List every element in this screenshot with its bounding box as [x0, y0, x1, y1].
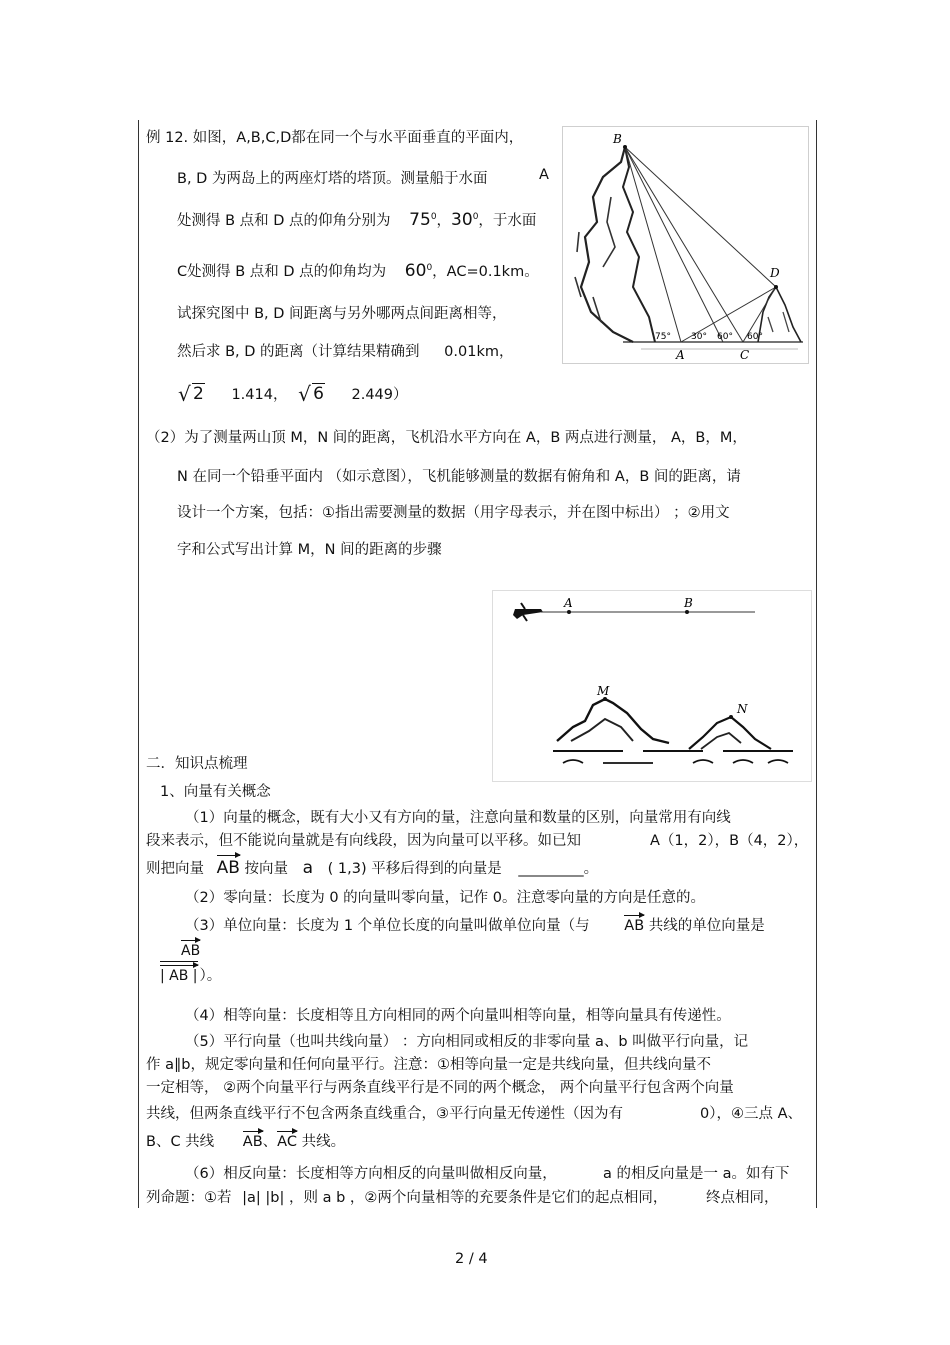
part2-line-2: N 在同一个铅垂平面内 （如示意图），飞机能够测量的数据有俯角和 A，B 间的距离，请 — [177, 469, 741, 485]
part2-line-1: （2）为了测量两山顶 M，N 间的距离，飞机沿水平方向在 A，B 两点进行测量， A，B，M， — [146, 430, 747, 446]
vector-ac: AC — [277, 1128, 297, 1150]
example-line-7 — [180, 383, 408, 404]
p2-text: （2）零向量：长度为 0 的向量叫零向量，记作 0。注意零向量的方向是任意的。 — [185, 890, 706, 906]
proposition-intro: 列命题：①若 — [146, 1190, 232, 1206]
p6-line-1-end: a 的相反向量是一 a。如有下 — [603, 1166, 790, 1182]
example-point-a: A — [539, 167, 549, 183]
collinear-unit-text: 共线的单位向量是 — [648, 918, 765, 934]
unit-fraction — [160, 937, 221, 985]
p5-line-4-end: 0），④三点 A、 — [700, 1106, 803, 1122]
example-line-5: 试探究图中 B, D 间距离与另外哪两点间距离相等， — [177, 306, 507, 322]
label-n: N — [737, 702, 748, 716]
collinear-points: B、C 共线 — [146, 1134, 215, 1150]
vector-ab-2: AB — [624, 912, 644, 934]
mountain-diagram — [493, 591, 811, 781]
label-c: C — [740, 348, 750, 362]
fraction-den: | AB | — [160, 962, 198, 984]
angle-75: 75 — [409, 210, 431, 230]
unit-vector-text: （3）单位向量：长度为 1 个单位长度的向量叫做单位向量（与 — [185, 918, 590, 934]
vector-separator: 、 — [262, 1134, 278, 1150]
p5-line-3: 一定相等， ②两个向量平行与两条直线平行是不同的两个概念， 两个向量平行包含两个向量 — [146, 1080, 734, 1096]
section-title: 二．知识点梳理 — [146, 756, 248, 772]
example-line-2 — [177, 167, 487, 188]
label-d: D — [770, 266, 780, 280]
blank-answer: _________。 — [518, 861, 599, 877]
translate-text: 平移后得到的向量是 — [371, 861, 502, 877]
proposition-2: ，②两个向量相等的充要条件是它们的起点相同， — [349, 1190, 668, 1206]
page-number: 2 / 4 — [455, 1251, 488, 1267]
sqrt-2: √ 2 — [180, 384, 205, 404]
surface-text: ，于水面 — [478, 213, 537, 229]
proposition-2-end: 终点相同， — [706, 1190, 779, 1206]
p1-line-2: 段来表示，但不能说向量就是有向线段，因为向量可以平移。如已知 — [146, 833, 581, 849]
label-b: B — [613, 132, 622, 146]
by-vector: 按向量 — [244, 861, 289, 877]
angle-label-60a: 60° — [717, 332, 733, 342]
left-border — [138, 120, 139, 1208]
p1-line-1: （1）向量的概念，既有大小又有方向的量，注意向量和数量的区别，向量常用有向线 — [185, 810, 731, 826]
angle-text-c: C处测得 B 点和 D 点的仰角均为 — [177, 264, 387, 280]
vector-a-value: ( 1,3) — [327, 861, 367, 877]
degree-mark-2: 0 — [472, 212, 479, 223]
label-a2: A — [564, 596, 573, 610]
lighthouse-diagram — [563, 127, 808, 363]
p1-line-2-coords: A（1，2），B（4，2）， — [650, 833, 809, 849]
vector-a: a — [302, 858, 314, 878]
then-equation: ，则 a b — [288, 1190, 346, 1206]
vector-ab: AB — [217, 852, 240, 878]
comma-1: ， — [436, 213, 452, 229]
p1-line-3 — [146, 852, 598, 878]
example-line-2-text: B, D 为两岛上的两座灯塔的塔顶。测量船于水面 — [177, 171, 488, 187]
label-m: M — [597, 684, 610, 698]
part2-line-3: 设计一个方案，包括：①指出需要测量的数据（用字母表示，并在图中标出） ；②用文 — [177, 505, 730, 521]
p6-line-1: （6）相反向量：长度相等方向相反的向量叫做相反向量， — [185, 1166, 557, 1182]
angle-label-60b: 60° — [747, 332, 763, 342]
degree-mark-3: 0 — [426, 263, 433, 274]
precision-value: 0.01km， — [444, 344, 514, 360]
section-subtitle: 1、向量有关概念 — [160, 784, 271, 800]
sqrt-6: √ 6 — [300, 384, 325, 404]
label-a: A — [676, 348, 685, 362]
right-border — [816, 120, 817, 1208]
figure-lighthouses — [562, 126, 809, 364]
then-vector: 则把向量 — [146, 861, 204, 877]
angle-text-a: 处测得 B 点和 D 点的仰角分别为 — [177, 213, 391, 229]
precision-text: 然后求 B, D 的距离（计算结果精确到 — [177, 344, 420, 360]
angle-label-75: 75° — [655, 332, 671, 342]
p5-line-5 — [146, 1128, 345, 1151]
label-b2: B — [684, 596, 693, 610]
example-line-3 — [177, 209, 536, 230]
sqrt-2-value: 1.414， — [231, 387, 288, 403]
ac-distance: ，AC=0.1km。 — [432, 264, 539, 280]
p3-end: ）。 — [199, 968, 222, 984]
p5-line-4: 共线，但两条直线平行不包含两条直线重合，③平行向量无传递性（因为有 — [146, 1106, 623, 1122]
p3-line — [185, 912, 765, 935]
collinear-end: 共线。 — [301, 1134, 346, 1150]
part2-line-4: 字和公式写出计算 M，N 间的距离的步骤 — [177, 542, 442, 558]
p5-line-1: （5）平行向量（也叫共线向量） ：方向相同或相反的非零向量 a、b 叫做平行向量，记 — [185, 1034, 749, 1050]
angle-30: 30 — [451, 210, 473, 230]
example-line-6 — [177, 340, 513, 361]
abs-equation: |a| |b| — [242, 1190, 285, 1206]
p4-text: （4）相等向量：长度相等且方向相同的两个向量叫相等向量，相等向量具有传递性。 — [185, 1008, 731, 1024]
sqrt-6-value: 2.449） — [351, 387, 408, 403]
vector-ab-3: AB — [243, 1128, 263, 1150]
degree-mark-1: 0 — [430, 212, 437, 223]
angle-60: 60 — [404, 261, 427, 281]
figure-mountains — [492, 590, 812, 782]
example-line-4 — [177, 260, 539, 281]
angle-label-30: 30° — [691, 332, 707, 342]
p6-line-2 — [146, 1186, 779, 1207]
example-line-1: 例 12. 如图，A,B,C,D都在同一个与水平面垂直的平面内， — [146, 130, 524, 146]
fraction-num: AB — [181, 937, 200, 959]
p5-line-2: 作 a∥b，规定零向量和任何向量平行。注意：①相等向量一定是共线向量，但共线向量不 — [146, 1057, 711, 1073]
